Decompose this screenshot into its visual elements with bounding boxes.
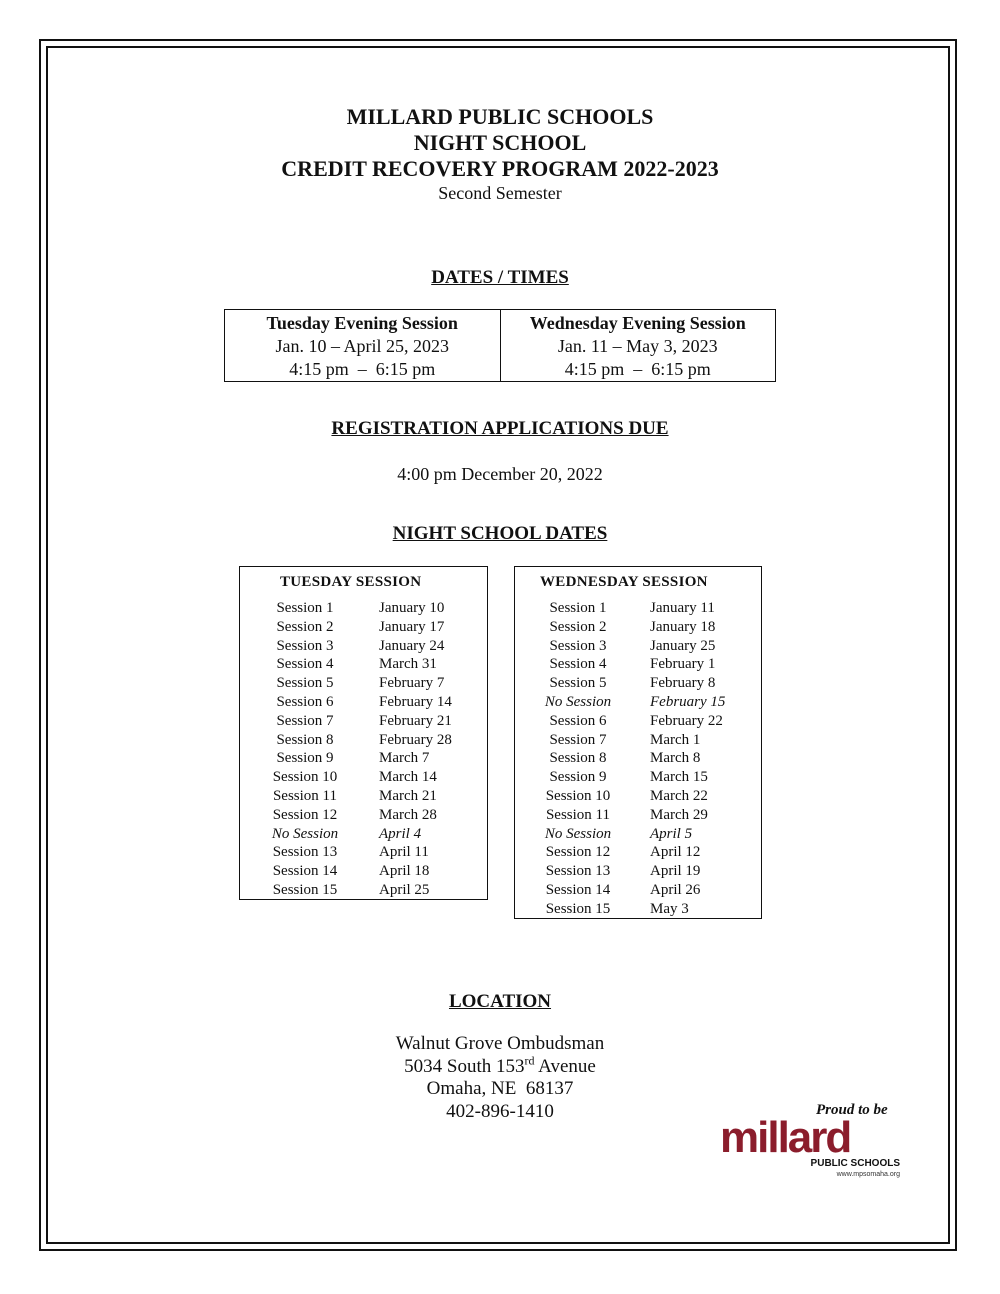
session-date: March 22	[650, 787, 708, 804]
session-row	[515, 806, 761, 825]
session-date: February 1	[650, 656, 716, 673]
session-date: February 21	[379, 712, 452, 729]
wednesday-evening-cell	[500, 310, 776, 381]
session-row	[240, 862, 487, 881]
tuesday-evening-cell	[225, 310, 500, 381]
session-date: February 28	[379, 731, 452, 748]
registration-heading: REGISTRATION APPLICATIONS DUE	[331, 418, 669, 439]
session-label: Session 1	[276, 600, 334, 616]
session-row	[240, 599, 487, 618]
subtitle: Second Semester	[438, 183, 562, 203]
session-label: Session 6	[549, 712, 607, 729]
session-label: Session 7	[549, 731, 607, 748]
session-row	[240, 749, 487, 768]
wednesday-session-table	[514, 566, 762, 919]
session-row	[515, 768, 761, 787]
session-row	[240, 843, 487, 862]
session-date: February 8	[650, 675, 716, 692]
session-row	[515, 862, 761, 881]
session-label: No Session	[544, 693, 612, 710]
title-line-2: NIGHT SCHOOL	[413, 130, 587, 155]
session-date: January 11	[650, 600, 715, 616]
session-label: Session 1	[549, 600, 607, 616]
logo-tagline: Proud to be	[816, 1102, 888, 1118]
session-row	[240, 693, 487, 712]
street-rest: Avenue	[534, 1055, 596, 1077]
wednesday-evening-range: Jan. 11 – May 3, 2023	[557, 336, 718, 356]
tuesday-session-table	[239, 566, 488, 900]
session-row	[240, 806, 487, 825]
session-date: April 19	[650, 863, 701, 880]
session-row	[240, 655, 487, 674]
session-date: February 22	[650, 712, 723, 729]
session-label: Session 4	[549, 656, 607, 673]
session-date: February 14	[379, 693, 452, 710]
session-row	[515, 749, 761, 768]
session-date: March 7	[379, 750, 430, 767]
session-row	[515, 693, 761, 712]
logo-url: www.mpsomaha.org	[836, 1171, 900, 1178]
tuesday-evening-time: 4:15 pm – 6:15 pm	[289, 359, 436, 379]
session-date: March 29	[650, 806, 708, 823]
session-label: Session 15	[545, 900, 611, 917]
session-label: Session 13	[545, 863, 611, 880]
location-city: Omaha, NE 68137	[426, 1078, 574, 1099]
session-row	[240, 768, 487, 787]
session-date: April 5	[650, 825, 693, 842]
street-suffix: rd	[524, 1053, 535, 1068]
session-label: Session 4	[276, 656, 334, 673]
location-street	[0, 1053, 1000, 1079]
logo-org: PUBLIC SCHOOLS	[810, 1158, 900, 1169]
session-date: March 14	[379, 769, 437, 786]
session-row	[240, 881, 487, 900]
dates-times-heading: DATES / TIMES	[431, 267, 569, 288]
session-date: March 1	[650, 731, 701, 748]
session-date: April 25	[379, 881, 430, 898]
session-date: January 18	[650, 618, 716, 635]
session-row	[515, 655, 761, 674]
session-date: March 28	[379, 806, 437, 823]
session-label: Session 3	[276, 637, 334, 654]
session-label: Session 14	[272, 863, 338, 880]
session-date: April 11	[379, 844, 429, 861]
session-label: Session 2	[549, 618, 607, 635]
session-date: January 17	[379, 618, 445, 635]
registration-deadline: 4:00 pm December 20, 2022	[397, 464, 603, 484]
session-times-table	[224, 309, 776, 382]
session-label: Session 10	[272, 769, 338, 786]
session-label: Session 9	[276, 750, 334, 767]
session-label: Session 8	[276, 731, 334, 748]
tuesday-session-title: TUESDAY SESSION	[280, 574, 422, 590]
session-date: April 18	[379, 863, 430, 880]
wednesday-session-title: WEDNESDAY SESSION	[540, 574, 708, 590]
session-date: April 26	[650, 881, 701, 898]
session-date: January 24	[379, 637, 445, 654]
street-number: 5034 South 153	[404, 1055, 525, 1077]
session-date: March 15	[650, 769, 708, 786]
session-date: March 21	[379, 787, 437, 804]
session-label: Session 5	[276, 675, 334, 692]
logo-wordmark: millard	[720, 1113, 851, 1162]
session-row	[515, 825, 761, 844]
session-row	[240, 712, 487, 731]
session-date: April 4	[379, 825, 422, 842]
session-row	[240, 787, 487, 806]
session-row	[515, 843, 761, 862]
session-row	[515, 599, 761, 618]
wednesday-evening-title: Wednesday Evening Session	[529, 313, 746, 333]
session-label: Session 11	[545, 806, 611, 823]
location-heading: LOCATION	[448, 991, 552, 1012]
session-label: Session 3	[549, 637, 607, 654]
session-label: Session 7	[276, 712, 334, 729]
location-phone: 402-896-1410	[446, 1100, 554, 1122]
session-label: No Session	[271, 825, 339, 842]
session-row	[515, 618, 761, 637]
session-row	[240, 618, 487, 637]
session-label: No Session	[544, 825, 612, 842]
session-row	[240, 637, 487, 656]
session-date: February 15	[650, 693, 726, 710]
night-school-heading: NIGHT SCHOOL DATES	[392, 523, 608, 544]
location-name: Walnut Grove Ombudsman	[395, 1033, 605, 1054]
session-label: Session 10	[545, 787, 611, 804]
session-label: Session 15	[272, 881, 338, 898]
tuesday-evening-range: Jan. 10 – April 25, 2023	[275, 336, 449, 356]
session-label: Session 13	[272, 844, 338, 861]
session-row	[515, 787, 761, 806]
session-label: Session 9	[549, 769, 607, 786]
session-date: April 12	[650, 844, 701, 861]
session-date: January 25	[650, 637, 716, 654]
session-date: May 3	[650, 900, 689, 917]
session-date: March 31	[379, 656, 437, 673]
millard-logo	[716, 1096, 906, 1180]
session-row	[515, 712, 761, 731]
session-row	[240, 825, 487, 844]
session-row	[240, 674, 487, 693]
session-label: Session 2	[276, 618, 334, 635]
session-date: January 10	[379, 600, 445, 616]
session-row	[515, 674, 761, 693]
wednesday-evening-time: 4:15 pm – 6:15 pm	[564, 359, 711, 379]
session-row	[515, 881, 761, 900]
session-label: Session 5	[549, 675, 607, 692]
session-label: Session 12	[272, 806, 338, 823]
title-line-1: MILLARD PUBLIC SCHOOLS	[346, 104, 654, 129]
tuesday-evening-title: Tuesday Evening Session	[266, 313, 458, 333]
session-label: Session 8	[549, 750, 607, 767]
title-line-3: CREDIT RECOVERY PROGRAM 2022-2023	[281, 156, 719, 181]
session-row	[240, 731, 487, 750]
session-row	[515, 900, 761, 919]
session-date: March 8	[650, 750, 701, 767]
session-label: Session 6	[276, 693, 334, 710]
session-label: Session 14	[545, 881, 611, 898]
session-date: February 7	[379, 675, 445, 692]
session-label: Session 11	[272, 787, 338, 804]
session-row	[515, 637, 761, 656]
session-label: Session 12	[545, 844, 611, 861]
session-row	[515, 731, 761, 750]
